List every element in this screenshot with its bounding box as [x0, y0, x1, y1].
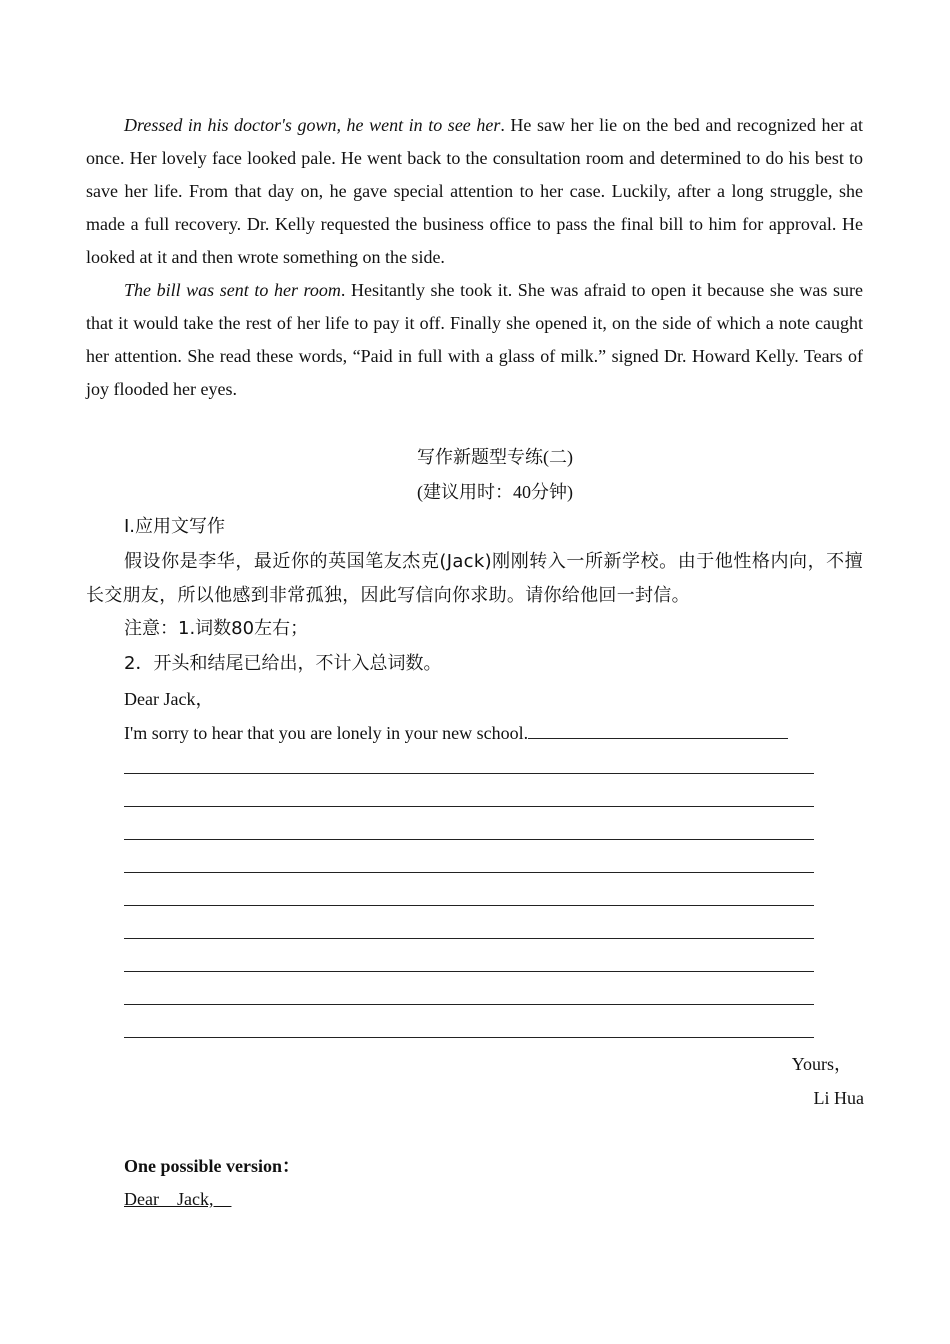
- note-word-count: 注意：1.词数80左右；: [124, 618, 309, 639]
- answer-blank-line[interactable]: [124, 905, 814, 906]
- answer-blank-line[interactable]: [124, 938, 814, 939]
- answer-blank-line[interactable]: [124, 1004, 814, 1005]
- answer-blank-inline[interactable]: [528, 720, 788, 739]
- answer-blank-line[interactable]: [124, 872, 814, 873]
- note-opening-closing: 2．开头和结尾已给出，不计入总词数。: [124, 653, 442, 674]
- story-paragraph-1-italic: Dressed in his doctor's gown, he went in to see her: [124, 115, 501, 135]
- answer-blank-line[interactable]: [124, 806, 814, 807]
- section-title: 写作新题型专练(二): [417, 447, 573, 467]
- letter-signature: Li Hua: [813, 1088, 864, 1108]
- answer-blank-line[interactable]: [124, 839, 814, 840]
- task-prompt: 假设你是李华，最近你的英国笔友杰克(Jack)刚刚转入一所新学校。由于他性格内向，不擅长交朋友，所以他感到非常孤独，因此写信向你求助。请你给他回一封信。: [86, 551, 863, 606]
- letter-opening-text: I'm sorry to hear that you are lonely in your new school.: [124, 723, 529, 743]
- story-paragraph-1: [86, 109, 863, 274]
- letter-greeting: Dear Jack，: [124, 689, 214, 709]
- story-paragraph-2: [86, 274, 863, 406]
- time-hint: (建议用时：40分钟): [417, 482, 573, 502]
- answer-heading: One possible version：: [124, 1156, 301, 1176]
- answer-blank-line[interactable]: [124, 971, 814, 972]
- part-heading: Ⅰ.应用文写作: [124, 516, 226, 537]
- answer-blank-line[interactable]: [124, 1037, 814, 1038]
- answer-blank-line[interactable]: [124, 773, 814, 774]
- letter-closing: Yours，: [791, 1054, 852, 1074]
- answer-greeting: Dear Jack,: [124, 1189, 232, 1209]
- letter-opening-line: [124, 717, 788, 750]
- story-paragraph-2-text: . Hesitantly she took it. She was afraid to open it because she was sure that it would take the rest of her life to pay it off. Finally she opened it, on the side of which a note caught her attention. She read these words, “Paid in full with a glass of milk.” signed Dr. Howard Kelly. Tears of joy flooded her eyes.: [86, 280, 863, 399]
- story-paragraph-2-italic: The bill was sent to her room: [124, 280, 341, 300]
- story-paragraph-1-text: . He saw her lie on the bed and recognized her at once. Her lovely face looked pale. He went back to the consultation room and determined to do his best to save her life. From that day on, he gave special attention to her case. Luckily, after a long struggle, she made a full recovery. Dr. Kelly requested the business office to pass the final bill to him for approval. He looked at it and then wrote something on the side.: [86, 115, 863, 267]
